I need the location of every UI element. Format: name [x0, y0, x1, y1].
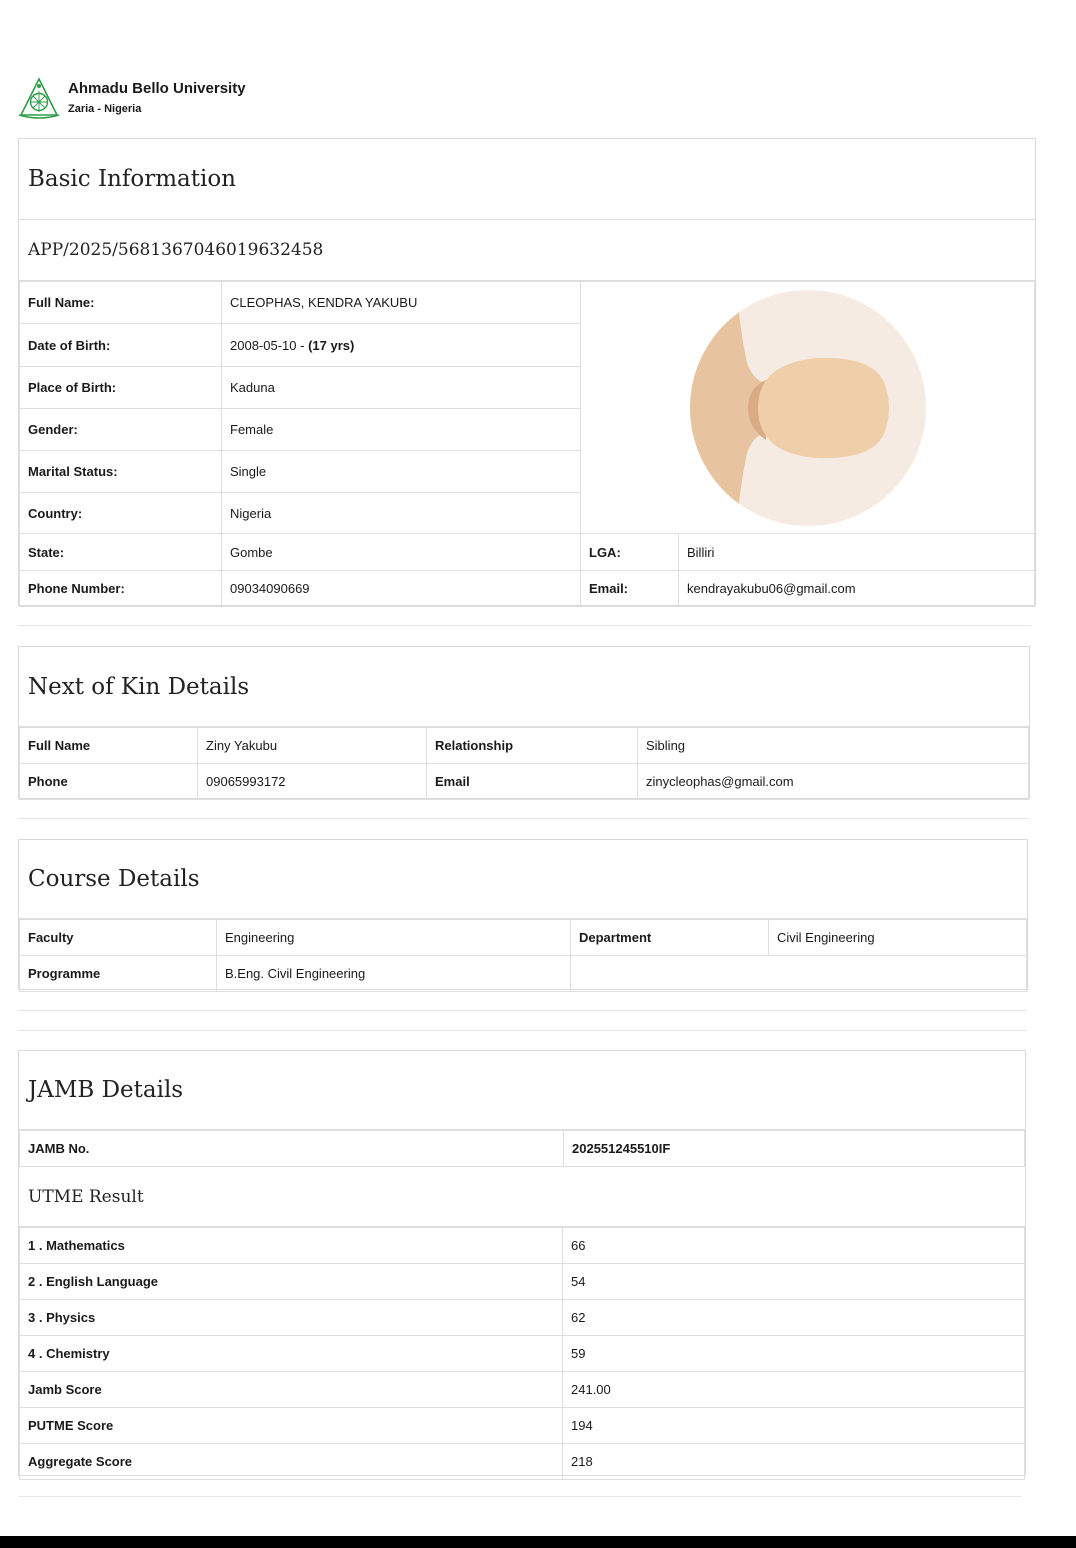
utme-result-table [19, 1227, 1025, 1480]
faculty-value: Engineering [217, 920, 571, 956]
kin-phone-label: Phone [20, 764, 198, 800]
divider [18, 1030, 1027, 1031]
section-title: JAMB Details [19, 1051, 1025, 1130]
passport-photo [581, 282, 1035, 534]
subject-score: 241.00 [563, 1372, 1025, 1408]
phone-label: Phone Number: [20, 571, 222, 607]
department-label: Department [571, 920, 769, 956]
pob-label: Place of Birth: [20, 367, 222, 409]
lga-value: Billiri [679, 534, 1035, 571]
kin-email-value: zinycleophas@gmail.com [638, 764, 1029, 800]
jamb-no-label: JAMB No. [20, 1131, 564, 1167]
subject-score: 218 [563, 1444, 1025, 1480]
gender-value: Female [222, 409, 581, 451]
subject-label: 3 . Physics [20, 1300, 563, 1336]
divider [18, 1496, 1022, 1497]
phone-value: 09034090669 [222, 571, 581, 607]
section-title: Next of Kin Details [19, 647, 1029, 727]
subject-score: 194 [563, 1408, 1025, 1444]
kin-name-value: Ziny Yakubu [198, 728, 427, 764]
abu-crest-icon [18, 77, 60, 119]
email-value: kendrayakubu06@gmail.com [679, 571, 1035, 607]
subject-score: 62 [563, 1300, 1025, 1336]
table-row [20, 1228, 1025, 1264]
kin-name-label: Full Name [20, 728, 198, 764]
kin-email-label: Email [427, 764, 638, 800]
course-details-table [19, 919, 1027, 992]
section-title: Course Details [19, 840, 1027, 919]
subject-score: 59 [563, 1336, 1025, 1372]
utme-result-title: UTME Result [19, 1167, 1025, 1227]
kin-phone-value: 09065993172 [198, 764, 427, 800]
table-row [20, 1408, 1025, 1444]
marital-status-label: Marital Status: [20, 451, 222, 493]
full-name-label: Full Name: [20, 282, 222, 324]
department-value: Civil Engineering [769, 920, 1027, 956]
gender-label: Gender: [20, 409, 222, 451]
marital-status-value: Single [222, 451, 581, 493]
university-name: Ahmadu Bello University [68, 79, 246, 97]
passport-photo-placeholder-icon [688, 288, 928, 528]
dob-label: Date of Birth: [20, 324, 222, 367]
age-value: (17 yrs) [308, 337, 355, 353]
subject-label: 4 . Chemistry [20, 1336, 563, 1372]
subject-score: 66 [563, 1228, 1025, 1264]
dob-value [222, 324, 581, 367]
email-label: Email: [581, 571, 679, 607]
divider [18, 1010, 1027, 1011]
jamb-no-value: 202551245510IF [564, 1131, 1025, 1167]
subject-label: 1 . Mathematics [20, 1228, 563, 1264]
full-name-value: CLEOPHAS, KENDRA YAKUBU [222, 282, 581, 324]
programme-value: B.Eng. Civil Engineering [217, 956, 571, 992]
pob-value: Kaduna [222, 367, 581, 409]
bottom-bar [0, 1536, 1076, 1548]
table-row [20, 1336, 1025, 1372]
country-label: Country: [20, 493, 222, 534]
page-header [18, 76, 246, 120]
divider [18, 625, 1031, 626]
course-details-card [18, 839, 1028, 990]
lga-label: LGA: [581, 534, 679, 571]
state-label: State: [20, 534, 222, 571]
kin-relationship-value: Sibling [638, 728, 1029, 764]
kin-relationship-label: Relationship [427, 728, 638, 764]
country-value: Nigeria [222, 493, 581, 534]
next-of-kin-card [18, 646, 1030, 799]
dob-date: 2008-05-10 - [230, 337, 309, 353]
subject-label: 2 . English Language [20, 1264, 563, 1300]
table-row [20, 1444, 1025, 1480]
university-location: Zaria - Nigeria [68, 102, 142, 115]
jamb-number-table [19, 1130, 1025, 1167]
basic-information-card [18, 138, 1036, 606]
table-row [20, 1372, 1025, 1408]
application-number: APP/2025/5681367046019632458 [19, 220, 1035, 281]
basic-info-table [19, 281, 1035, 607]
subject-label: PUTME Score [20, 1408, 563, 1444]
empty-cell [571, 956, 1027, 992]
subject-label: Jamb Score [20, 1372, 563, 1408]
subject-label: Aggregate Score [20, 1444, 563, 1480]
subject-score: 54 [563, 1264, 1025, 1300]
state-value: Gombe [222, 534, 581, 571]
section-title: Basic Information [19, 139, 1035, 220]
table-row [20, 1264, 1025, 1300]
divider [18, 818, 1029, 819]
next-of-kin-table [19, 727, 1029, 800]
table-row [20, 1300, 1025, 1336]
jamb-details-card [18, 1050, 1026, 1476]
programme-label: Programme [20, 956, 217, 992]
faculty-label: Faculty [20, 920, 217, 956]
